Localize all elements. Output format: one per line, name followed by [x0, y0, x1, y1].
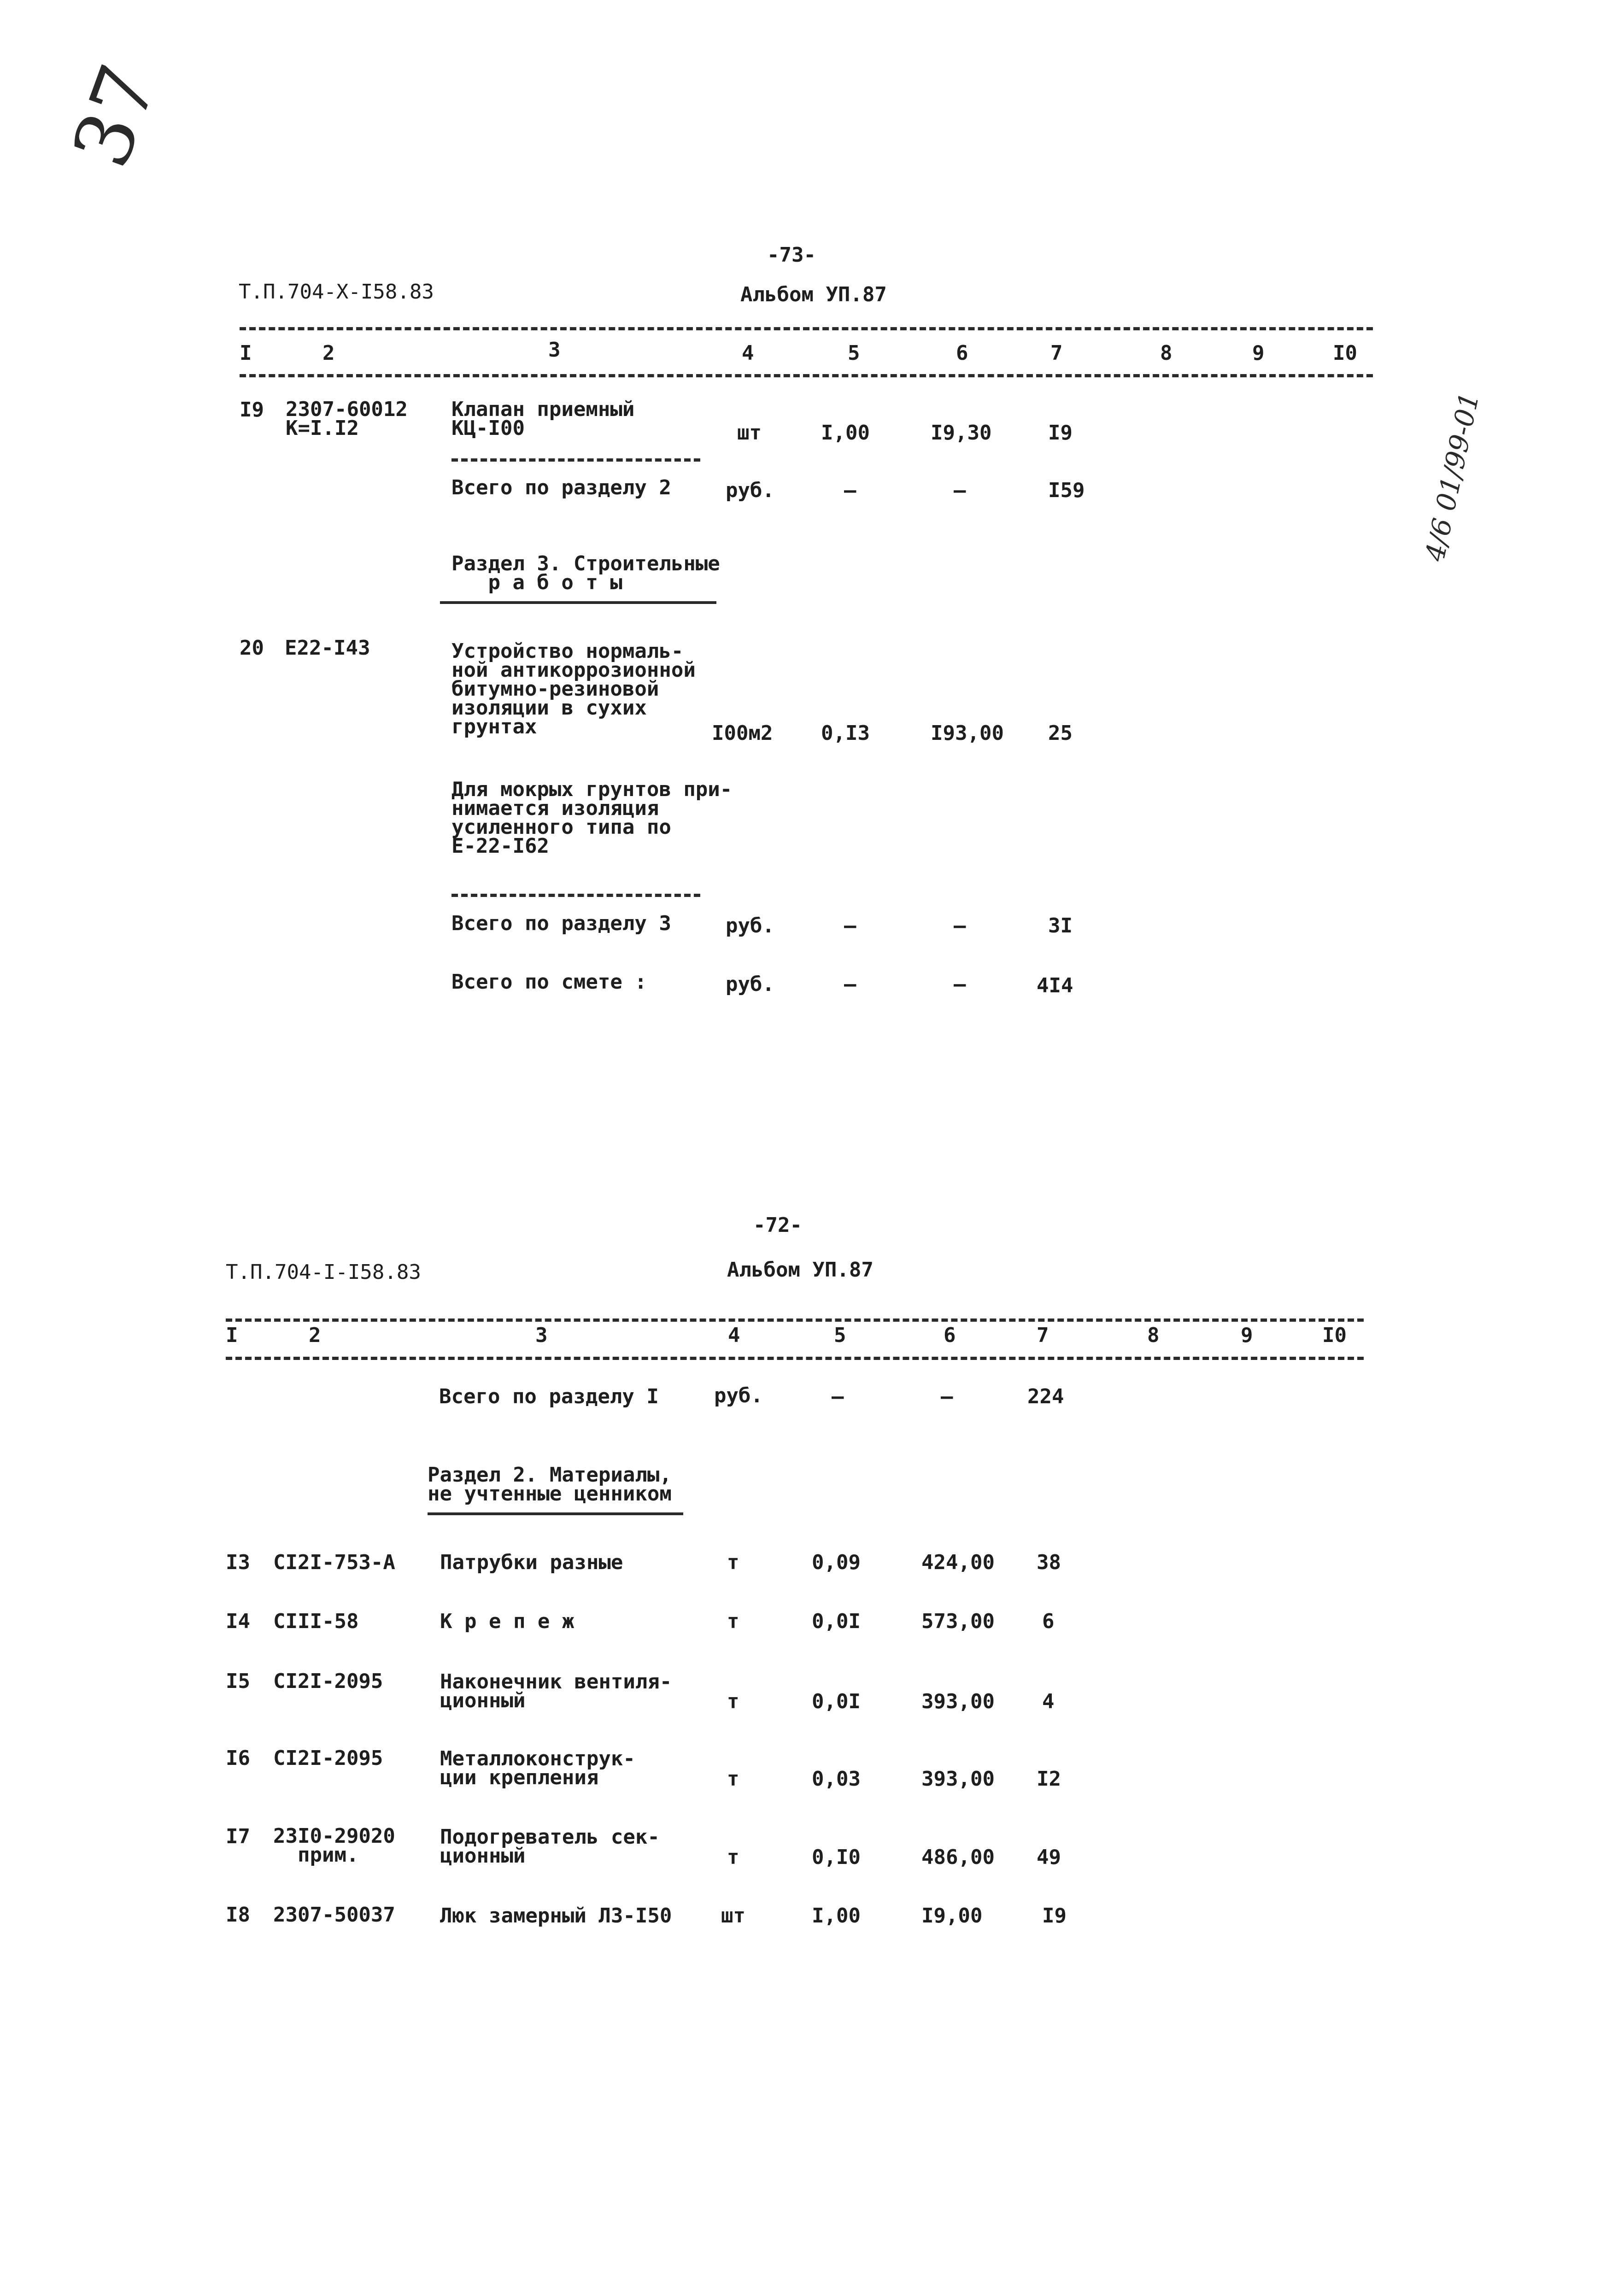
subtotal-rule: [451, 458, 700, 462]
grand-total-unit: руб.: [726, 973, 774, 996]
column-header: 7: [1050, 341, 1063, 365]
row-total: 4: [1042, 1690, 1055, 1713]
document-code: Т.П.704-Х-I58.83: [239, 280, 434, 304]
document-code: Т.П.704-I-I58.83: [226, 1260, 421, 1284]
header-top-rule: [240, 327, 1373, 330]
row-unit: т: [727, 1551, 739, 1574]
subtotal-total: 3I: [1048, 914, 1073, 937]
column-header: I0: [1322, 1324, 1347, 1347]
header-bottom-rule: [226, 1357, 1364, 1360]
row-price: I9,00: [921, 1904, 983, 1928]
page-number: -73-: [767, 243, 816, 267]
row-number: I5: [226, 1670, 250, 1693]
row-qty: I,00: [821, 421, 870, 445]
row-name: Патрубки разные: [440, 1551, 623, 1574]
margin-handwritten-number: 37: [55, 53, 176, 179]
column-header: 2: [309, 1324, 321, 1347]
row-total: I9: [1048, 421, 1073, 445]
row-price: I93,00: [931, 721, 1004, 745]
grand-total-label: Всего по смете :: [451, 970, 647, 994]
row-unit: I00м2: [712, 721, 773, 745]
column-header: 9: [1252, 341, 1265, 365]
subtotal-rule: [451, 894, 700, 897]
row-code: 2307-50037: [273, 1903, 395, 1927]
row-number: I7: [226, 1825, 250, 1848]
column-header: 8: [1160, 341, 1173, 365]
row-code: 23I0-29020 прим.: [273, 1824, 395, 1867]
side-handwritten-note: 4/6 01/99-01: [1419, 389, 1485, 564]
row-total: 38: [1037, 1551, 1061, 1574]
row-unit: т: [727, 1767, 739, 1791]
subtotal-unit: руб.: [726, 914, 774, 937]
row-unit: т: [727, 1610, 739, 1633]
row-total: I9: [1042, 1904, 1067, 1928]
row-unit: т: [727, 1846, 739, 1869]
section-heading: Раздел 3. Строительные р а б о т ы: [451, 552, 720, 594]
row-code: CI2I-753-А: [273, 1551, 395, 1574]
row-unit: т: [727, 1690, 739, 1713]
column-header: I: [226, 1324, 238, 1347]
row-price: 573,00: [921, 1610, 995, 1633]
row-price: I9,30: [931, 421, 992, 445]
row-qty: 0,0I: [812, 1610, 861, 1633]
row-number: I4: [226, 1610, 250, 1633]
subtotal-qty: –: [832, 1385, 844, 1408]
row-code: CI2I-2095: [273, 1670, 383, 1693]
section-underline: [428, 1512, 683, 1515]
row-number: 20: [240, 636, 264, 660]
header-bottom-rule: [240, 374, 1373, 377]
subtotal-total: 224: [1027, 1385, 1064, 1408]
row-total: I2: [1037, 1767, 1061, 1791]
row-name: Подогреватель сек- ционный: [440, 1825, 660, 1868]
row-name: К р е п е ж: [440, 1610, 575, 1633]
row-name: Наконечник вентиля- ционный: [440, 1670, 672, 1712]
grand-total-qty: –: [844, 973, 856, 996]
row-number: I8: [226, 1903, 250, 1927]
row-code: CI2I-2095: [273, 1746, 383, 1770]
row-qty: I,00: [812, 1904, 861, 1928]
column-header: 4: [728, 1324, 740, 1347]
row-price: 486,00: [921, 1846, 995, 1869]
column-header: 9: [1241, 1324, 1253, 1347]
column-header: 6: [956, 341, 968, 365]
grand-total-total: 4I4: [1037, 974, 1073, 997]
subtotal-qty: –: [844, 479, 856, 502]
row-number: I9: [240, 398, 264, 422]
section-underline: [440, 601, 716, 604]
row-qty: 0,0I: [812, 1690, 861, 1713]
subtotal-unit: руб.: [714, 1384, 763, 1407]
note-text: Для мокрых грунтов при- нимается изоляция усиленного типа по Е-22-I62: [451, 778, 733, 858]
row-number: I6: [226, 1746, 250, 1770]
row-unit: шт: [737, 421, 762, 445]
column-header: 5: [834, 1324, 846, 1347]
row-price: 393,00: [921, 1767, 995, 1791]
column-header: 3: [535, 1324, 548, 1347]
subtotal-price: –: [954, 479, 966, 502]
column-header: 6: [944, 1324, 956, 1347]
column-header: 3: [548, 338, 561, 362]
row-total: 25: [1048, 721, 1073, 745]
subtotal-label: Всего по разделу 2: [451, 476, 671, 499]
subtotal-label: Всего по разделу I: [439, 1385, 659, 1408]
row-name: Клапан приемный КЦ-I00: [451, 398, 635, 440]
row-qty: 0,09: [812, 1551, 861, 1574]
row-total: 6: [1042, 1610, 1055, 1633]
row-price: 393,00: [921, 1690, 995, 1713]
subtotal-price: –: [941, 1385, 953, 1408]
grand-total-price: –: [954, 973, 966, 996]
header-top-rule: [226, 1318, 1364, 1322]
subtotal-label: Всего по разделу 3: [451, 912, 671, 935]
row-number: I3: [226, 1551, 250, 1574]
row-qty: 0,03: [812, 1767, 861, 1791]
row-code: 2307-60012 К=I.I2: [286, 398, 408, 440]
subtotal-qty: –: [844, 914, 856, 937]
row-total: 49: [1037, 1846, 1061, 1869]
column-header: 2: [322, 341, 335, 365]
row-name: Металлоконструк- ции крепления: [440, 1747, 635, 1789]
column-header: 4: [742, 341, 754, 365]
column-header: 8: [1147, 1324, 1160, 1347]
album-label: Альбом УП.87: [727, 1258, 874, 1282]
row-code: CIII-58: [273, 1610, 359, 1633]
album-label: Альбом УП.87: [740, 283, 887, 306]
page-number: -72-: [753, 1213, 802, 1237]
row-price: 424,00: [921, 1551, 995, 1574]
row-qty: 0,I0: [812, 1846, 861, 1869]
row-name: Устройство нормаль- ной антикоррозионной битумно-резиновой изоляции в сухих грунтах: [451, 639, 696, 738]
column-header: I: [240, 341, 252, 365]
column-header: 5: [848, 341, 860, 365]
row-unit: шт: [721, 1904, 745, 1928]
row-name: Люк замерный ЛЗ-I50: [440, 1904, 672, 1928]
row-code: Е22-I43: [285, 636, 370, 660]
section-heading: Раздел 2. Материалы, не учтенные ценником: [428, 1463, 672, 1506]
row-qty: 0,I3: [821, 721, 870, 745]
subtotal-price: –: [954, 914, 966, 937]
column-header: 7: [1037, 1324, 1049, 1347]
column-header: I0: [1333, 341, 1357, 365]
subtotal-total: I59: [1048, 479, 1085, 502]
subtotal-unit: руб.: [726, 479, 774, 502]
